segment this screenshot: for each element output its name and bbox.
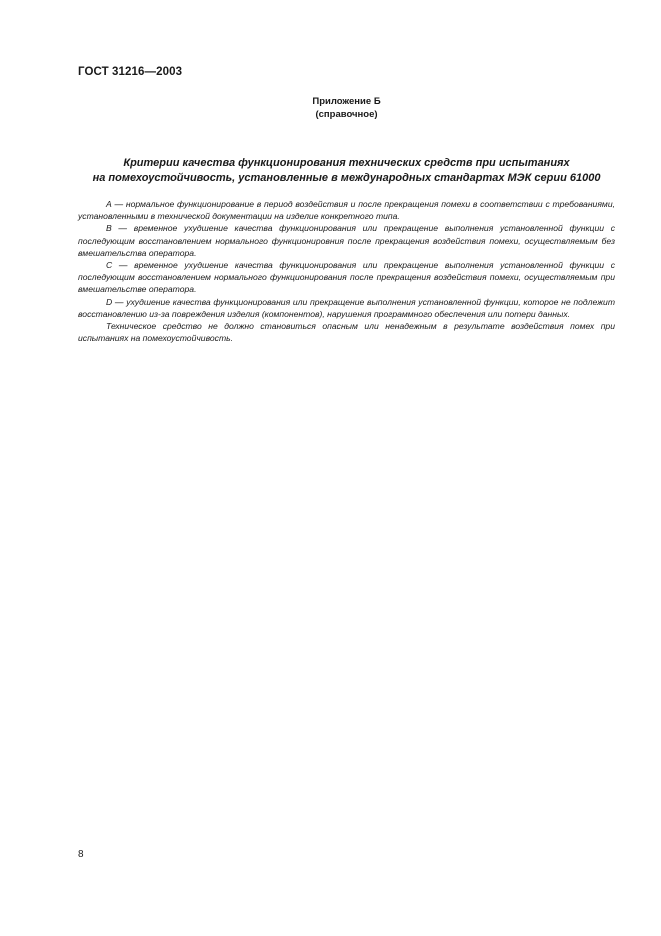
body-text — [78, 198, 615, 344]
appendix-note: (справочное) — [315, 109, 378, 120]
criterion-c-paragraph: С — временное ухудшение качества функционирования или прекращение выполнения установленной функции с последующим восстановлением нормального функционирования после прекращения воздействия помехи, осуществляемым при вмешательстве оператора. — [78, 260, 615, 295]
appendix-title: Приложение Б — [312, 96, 381, 107]
appendix-heading — [78, 95, 615, 121]
criterion-d-paragraph: D — ухудшение качества функционирования или прекращение выполнения установленной функции, которое не подлежит восстановлению из-за повреждения изделия (компонентов), нарушения программного обеспечения или потери данных. — [78, 296, 615, 319]
section-title — [66, 156, 627, 186]
criterion-a-paragraph: А — нормальное функционирование в период воздействия и после прекращения помехи в соответствии с требованиями, установленными в технической документации на изделие конкретного типа. — [78, 199, 615, 222]
section-title-line-1: Критерии качества функционирования технических средств при испытаниях — [123, 157, 570, 169]
safety-note-paragraph: Техническое средство не должно становиться опасным или ненадежным в результате воздействия помех при испытаниях на помехоустойчивость. — [78, 321, 615, 344]
section-title-line-2: на помехоустойчивость, установленные в международных стандартах МЭК серии 61000 — [92, 172, 601, 184]
page-number: 8 — [78, 849, 84, 860]
document-code: ГОСТ 31216—2003 — [78, 66, 183, 78]
criterion-b-paragraph: В — временное ухудшение качества функционирования или прекращение выполнения установленной функции с последующим восстановлением нормального функционировния после прекращения воздействия помехи, осуществляемым без вмешательства оператора. — [78, 223, 615, 258]
